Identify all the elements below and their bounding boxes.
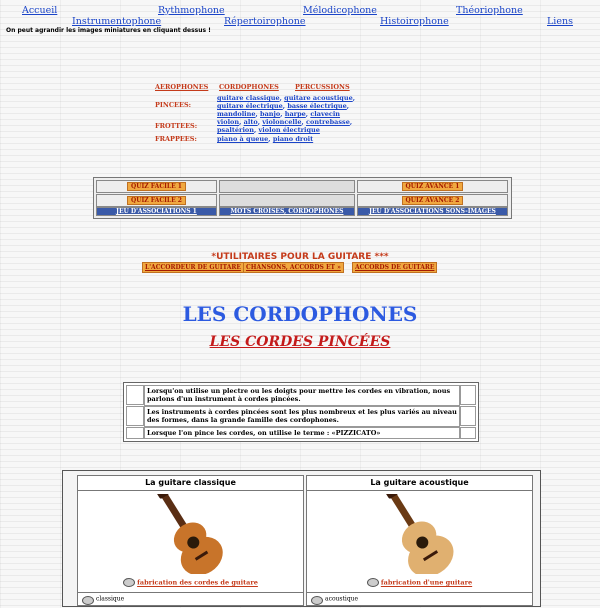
instrument-families [155,83,385,144]
link-harpe[interactable]: harpe [284,110,306,118]
nav-liens[interactable]: Liens [547,16,573,27]
nav-histoirophone[interactable]: Histoirophone [380,16,449,27]
nav-rythmophone[interactable]: Rythmophone [158,5,225,16]
acoustic-guitar-cell [306,475,533,606]
sound-icon[interactable] [311,596,323,605]
sound-icon[interactable] [82,596,94,605]
quiz-facile-1-button[interactable]: QUIZ FACILE 1 [127,182,186,191]
link-violoncelle[interactable]: violoncelle [262,118,302,126]
jeu-associations-1-button[interactable]: JEU D'ASSOCIATIONS 1 [97,208,216,215]
acoustic-fabrication-link[interactable]: fabrication d'une guitare [307,578,532,587]
nav-instrumentophone[interactable]: Instrumentophone [72,16,162,27]
quiz-cell-facile2 [96,194,217,207]
page-subtitle: LES CORDES PINCÉES [209,334,391,350]
nav-melodicophone[interactable]: Mélodicophone [303,5,377,16]
jeu-associations-sons-button[interactable]: JEU D'ASSOCIATIONS SONS-IMAGES [358,208,507,215]
acoustic-guitar-title: La guitare acoustique [307,476,532,491]
quiz-cell-empty2 [219,194,355,207]
frappees-list: piano à queue, piano droit [217,135,314,143]
quiz-cell-mots [219,207,355,216]
quiz-cell-avance2 [357,194,508,207]
nav-theoriophone[interactable]: Théoriophone [456,5,523,16]
quiz-cell-avance1 [357,180,508,193]
quiz-table [93,177,512,219]
chansons-link[interactable]: CHANSONS, ACCORDS ET » [243,262,344,273]
info-side-cell [126,385,144,405]
link-piano-droit[interactable]: piano droit [272,135,314,143]
accordeur-link[interactable]: L'ACCORDEUR DE GUITARE [142,262,244,273]
pincees-label: PINCEES: [155,101,192,109]
classical-guitar-title: La guitare classique [78,476,303,491]
link-guitare-electrique[interactable]: guitare électrique [217,102,283,110]
quiz-avance-1-button[interactable]: QUIZ AVANCE 1 [402,182,464,191]
quiz-avance-2-button[interactable]: QUIZ AVANCE 2 [402,196,464,205]
nav-repertoirophone[interactable]: Répertoirophone [224,16,306,27]
accords-link[interactable]: ACCORDS DE GUITARE [352,262,437,273]
guitars-table [62,470,541,607]
link-violon-electrique[interactable]: violon électrique [258,126,320,134]
link-cordophones[interactable]: CORDOPHONES [219,83,279,91]
info-box [123,382,479,442]
quiz-facile-2-button[interactable]: QUIZ FACILE 2 [127,196,186,205]
info-side-cell [460,427,476,439]
link-basse-electrique[interactable]: basse électrique [287,102,347,110]
acoustic-guitar-image[interactable] [362,494,472,574]
link-guitare-acoustique[interactable]: guitare acoustique [284,94,353,102]
classical-sub-row: classique [78,592,303,608]
utilitaires-title: *UTILITAIRES POUR LA GUITARE *** [211,252,389,262]
info-side-cell [126,427,144,439]
link-piano-a-queue[interactable]: piano à queue [217,135,269,143]
acoustic-sub-row: acoustique [307,592,532,608]
info-side-cell [126,406,144,426]
frappees-label: FRAPPEES: [155,135,197,143]
speaker-icon [123,578,135,587]
link-alto[interactable]: alto [243,118,258,126]
info-side-cell [460,385,476,405]
link-percussions[interactable]: PERCUSSIONS [295,83,350,91]
link-violon[interactable]: violon [217,118,240,126]
quiz-cell-facile1 [96,180,217,193]
mots-croises-button[interactable]: MOTS CROISES, CORDOPHONES [220,208,354,215]
link-aerophones[interactable]: AEROPHONES [155,83,209,91]
classical-fabrication-link[interactable]: fabrication des cordes de guitare [78,578,303,587]
link-guitare-classique[interactable]: guitare classique [217,94,280,102]
classical-guitar-image[interactable] [133,494,243,574]
link-banjo[interactable]: banjo [260,110,281,118]
info-side-cell [460,406,476,426]
quiz-cell-empty1 [219,180,355,193]
classical-guitar-cell [77,475,304,606]
link-contrebasse[interactable]: contrebasse [306,118,350,126]
speaker-icon [367,578,379,587]
info-paragraph-1: Lorsqu'on utilise un plectre ou les doigts pour mettre les cordes en vibration, nous parlons d'un instrument à cordes pincées. [144,385,460,406]
frottees-label: FROTTEES: [155,122,198,130]
quiz-cell-assoc1 [96,207,217,216]
info-paragraph-2: Les instruments à cordes pincées sont les plus nombreux et les plus variés au niveau des formes, dans la grande famille des cordophones. [144,406,460,427]
nav-accueil[interactable]: Accueil [22,5,58,16]
info-paragraph-3: Lorsque l'on pince les cordes, on utilise le terme : «PIZZICATO» [144,427,460,439]
page-title: LES CORDOPHONES [182,302,418,326]
frottees-list: violon, alto, violoncelle, contrebasse, psaltérion, violon électrique [217,118,353,134]
link-psalterion[interactable]: psaltérion [217,126,254,134]
quiz-cell-sons [357,207,508,216]
hint-text: On peut agrandir les images miniatures en cliquant dessus ! [6,27,211,34]
link-clavecin[interactable]: clavecin [310,110,341,118]
pincees-list: guitare classique, guitare acoustique, guitare électrique, basse électrique, mandoline, banjo, harpe, clavecin [217,94,355,118]
link-mandoline[interactable]: mandoline [217,110,256,118]
